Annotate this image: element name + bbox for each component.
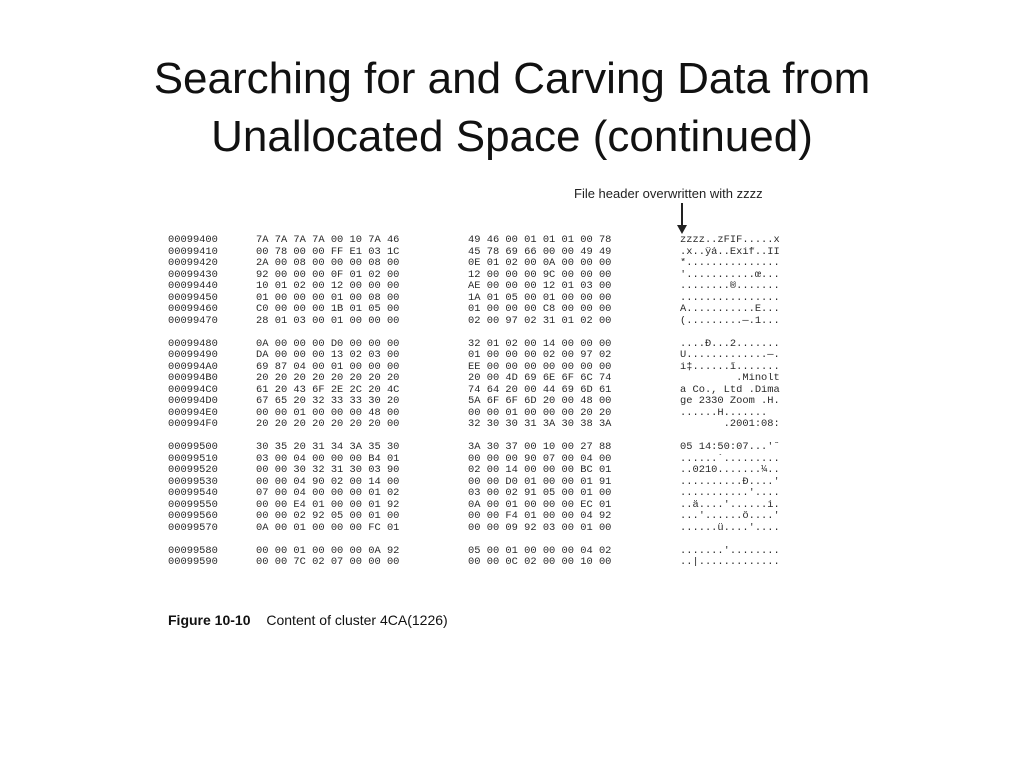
hex-ascii: ........®....... [680,281,780,292]
hex-bytes-left: 10 01 02 00 12 00 00 00 [256,280,400,292]
hex-dump [168,235,813,597]
hex-offset: 00099440 [168,280,218,292]
hex-dump-row [168,316,813,328]
hex-ascii: ..........Ð....' [680,476,780,488]
hex-bytes-left: DA 00 00 00 13 02 03 00 [256,349,400,361]
hex-dump-row [168,442,813,454]
hex-bytes-right: 02 00 14 00 00 00 BC 01 [468,464,612,476]
hex-dump-row [168,488,813,500]
hex-ascii: ....Ð...2....... [680,338,780,350]
hex-offset: 00099580 [168,544,218,557]
figure-caption [168,612,448,628]
hex-ascii: ..ä....'......ì. [680,499,780,511]
hex-bytes-right: 00 00 09 92 03 00 01 00 [468,521,612,534]
hex-offset: 00099430 [168,268,218,281]
hex-bytes-right: 0E 01 02 00 0A 00 00 00 [468,257,612,269]
hex-offset: 00099420 [168,257,218,269]
hex-offset: 00099550 [168,498,218,511]
hex-bytes-left: 0A 00 00 00 D0 00 00 00 [256,337,400,350]
file-header-annotation: File header overwritten with zzzz [574,186,763,201]
hex-bytes-left: 67 65 20 32 33 33 30 20 [256,395,400,407]
hex-ascii: i‡......î....... [680,361,780,373]
hex-dump-row [168,396,813,408]
hex-bytes-left: 69 87 04 00 01 00 00 00 [256,360,400,373]
annotation-arrow-icon [677,225,687,234]
hex-ascii: ...........'.... [680,488,780,499]
hex-bytes-left: 00 00 02 92 05 00 01 00 [256,510,400,522]
hex-offset: 00099410 [168,245,218,258]
hex-offset: 00099400 [168,235,218,246]
annotation-arrow-shaft [681,203,683,227]
hex-bytes-left: 00 00 04 90 02 00 14 00 [256,475,400,488]
hex-offset: 00099490 [168,349,218,361]
hex-offset: 00099540 [168,487,218,499]
hex-ascii: .x..ÿá..Exif..II [680,246,780,258]
hex-offset: 00099590 [168,556,218,568]
hex-ascii: ..|............. [680,557,780,568]
hex-bytes-left: 07 00 04 00 00 00 01 02 [256,487,400,499]
hex-bytes-right: 32 30 30 31 3A 30 38 3A [468,418,612,430]
figure-caption-text: Content of cluster 4CA(1226) [266,612,448,628]
hex-dump-gap [168,534,813,546]
hex-bytes-left: 20 20 20 20 20 20 20 00 [256,418,400,430]
hex-bytes-right: 32 01 02 00 14 00 00 00 [468,337,612,350]
hex-ascii: ......´......... [680,453,780,465]
hex-bytes-left: 00 00 30 32 31 30 03 90 [256,464,400,476]
hex-offset: 00099560 [168,510,218,522]
slide-title [0,50,1024,166]
hex-bytes-right: 01 00 00 00 C8 00 00 00 [468,303,612,315]
hex-ascii: ge 2330 Zoom .H. [680,396,780,407]
hex-ascii: 05 14:50:07...'ˆ [680,442,780,453]
hex-bytes-left: 00 00 E4 01 00 00 01 92 [256,498,400,511]
hex-offset: 00099520 [168,464,218,476]
hex-dump-row [168,350,813,362]
hex-bytes-right: 01 00 00 00 02 00 97 02 [468,349,612,361]
hex-offset: 000994F0 [168,418,218,430]
hex-dump-row [168,258,813,270]
hex-bytes-left: 0A 00 01 00 00 00 FC 01 [256,521,400,534]
hex-bytes-left: 03 00 04 00 00 00 B4 01 [256,452,400,465]
hex-bytes-right: 49 46 00 01 01 01 00 78 [468,235,612,246]
hex-offset: 00099470 [168,314,218,327]
hex-bytes-right: 02 00 97 02 31 01 02 00 [468,314,612,327]
hex-offset: 00099450 [168,291,218,304]
hex-bytes-left: 92 00 00 00 0F 01 02 00 [256,268,400,281]
hex-bytes-left: 00 00 01 00 00 00 0A 92 [256,544,400,557]
hex-bytes-right: 74 64 20 00 44 69 6D 61 [468,383,612,396]
hex-offset: 00099510 [168,452,218,465]
hex-offset: 00099500 [168,441,218,453]
hex-dump-row [168,465,813,477]
hex-bytes-left: C0 00 00 00 1B 01 05 00 [256,303,400,315]
hex-ascii: (.........—.1... [680,315,780,327]
hex-ascii: Ú.............—. [680,350,780,361]
hex-bytes-right: 00 00 D0 01 00 00 01 91 [468,475,612,488]
hex-ascii: ................ [680,292,780,304]
hex-dump-row [168,511,813,523]
hex-bytes-left: 28 01 03 00 01 00 00 00 [256,314,400,327]
hex-bytes-right: AE 00 00 00 12 01 03 00 [468,280,612,292]
hex-ascii: ...'......ô....' [680,511,780,522]
hex-bytes-right: 03 00 02 91 05 00 01 00 [468,487,612,499]
hex-bytes-right: 0A 00 01 00 00 00 EC 01 [468,498,612,511]
hex-offset: 000994D0 [168,395,218,407]
hex-bytes-right: 3A 30 37 00 10 00 27 88 [468,441,612,453]
hex-bytes-right: 05 00 01 00 00 00 04 02 [468,544,612,557]
hex-bytes-left: 00 78 00 00 FF E1 03 1C [256,245,400,258]
hex-dump-row [168,523,813,535]
hex-bytes-right: 20 00 4D 69 6E 6F 6C 74 [468,372,612,384]
hex-offset: 000994C0 [168,383,218,396]
hex-bytes-left: 7A 7A 7A 7A 00 10 7A 46 [256,235,400,246]
hex-bytes-right: 12 00 00 00 9C 00 00 00 [468,268,612,281]
hex-bytes-left: 00 00 7C 02 07 00 00 00 [256,556,400,568]
hex-ascii: ......H....... [680,407,780,419]
hex-dump-row [168,373,813,385]
slide-title-line-2: Unallocated Space (continued) [211,112,813,161]
hex-offset: 00099460 [168,303,218,315]
hex-dump-row [168,281,813,293]
hex-offset: 000994A0 [168,360,218,373]
hex-bytes-left: 2A 00 08 00 00 00 08 00 [256,257,400,269]
hex-bytes-left: 00 00 01 00 00 00 48 00 [256,406,400,419]
hex-ascii: .......'........ [680,545,780,557]
hex-bytes-right: 45 78 69 66 00 00 49 49 [468,245,612,258]
hex-dump-row [168,557,813,569]
hex-bytes-left: 01 00 00 00 01 00 08 00 [256,291,400,304]
hex-dump-gap [168,327,813,339]
hex-bytes-left: 20 20 20 20 20 20 20 20 [256,372,400,384]
hex-ascii: a Co., Ltd .Dima [680,384,780,396]
hex-bytes-right: 00 00 F4 01 00 00 04 92 [468,510,612,522]
hex-ascii: ..0210.......¼.. [680,465,780,476]
hex-offset: 00099480 [168,337,218,350]
hex-bytes-right: 00 00 01 00 00 00 20 20 [468,406,612,419]
hex-bytes-right: 00 00 0C 02 00 00 10 00 [468,556,612,568]
hex-offset: 00099530 [168,475,218,488]
hex-dump-row [168,419,813,431]
slide-title-line-1: Searching for and Carving Data from [153,54,871,103]
hex-bytes-right: EE 00 00 00 00 00 00 00 [468,360,612,373]
hex-dump-row [168,304,813,316]
hex-ascii: '...........œ... [680,269,780,281]
hex-ascii: ......ü....'.... [680,522,780,534]
hex-ascii: zzzz..zFIF.....x [680,235,780,246]
hex-ascii: À...........È... [680,304,780,315]
figure-label: Figure 10-10 [168,612,251,628]
hex-bytes-left: 30 35 20 31 34 3A 35 30 [256,441,400,453]
hex-offset: 000994E0 [168,406,218,419]
hex-offset: 00099570 [168,521,218,534]
hex-ascii: .Minolt [680,373,780,384]
hex-bytes-right: 1A 01 05 00 01 00 00 00 [468,291,612,304]
hex-dump-row [168,235,813,247]
hex-bytes-left: 61 20 43 6F 2E 2C 20 4C [256,383,400,396]
hex-bytes-right: 5A 6F 6F 6D 20 00 48 00 [468,395,612,407]
hex-bytes-right: 00 00 00 90 07 00 04 00 [468,452,612,465]
hex-ascii: *............... [680,258,780,269]
hex-ascii: .2001:08: [680,419,780,430]
hex-offset: 000994B0 [168,372,218,384]
